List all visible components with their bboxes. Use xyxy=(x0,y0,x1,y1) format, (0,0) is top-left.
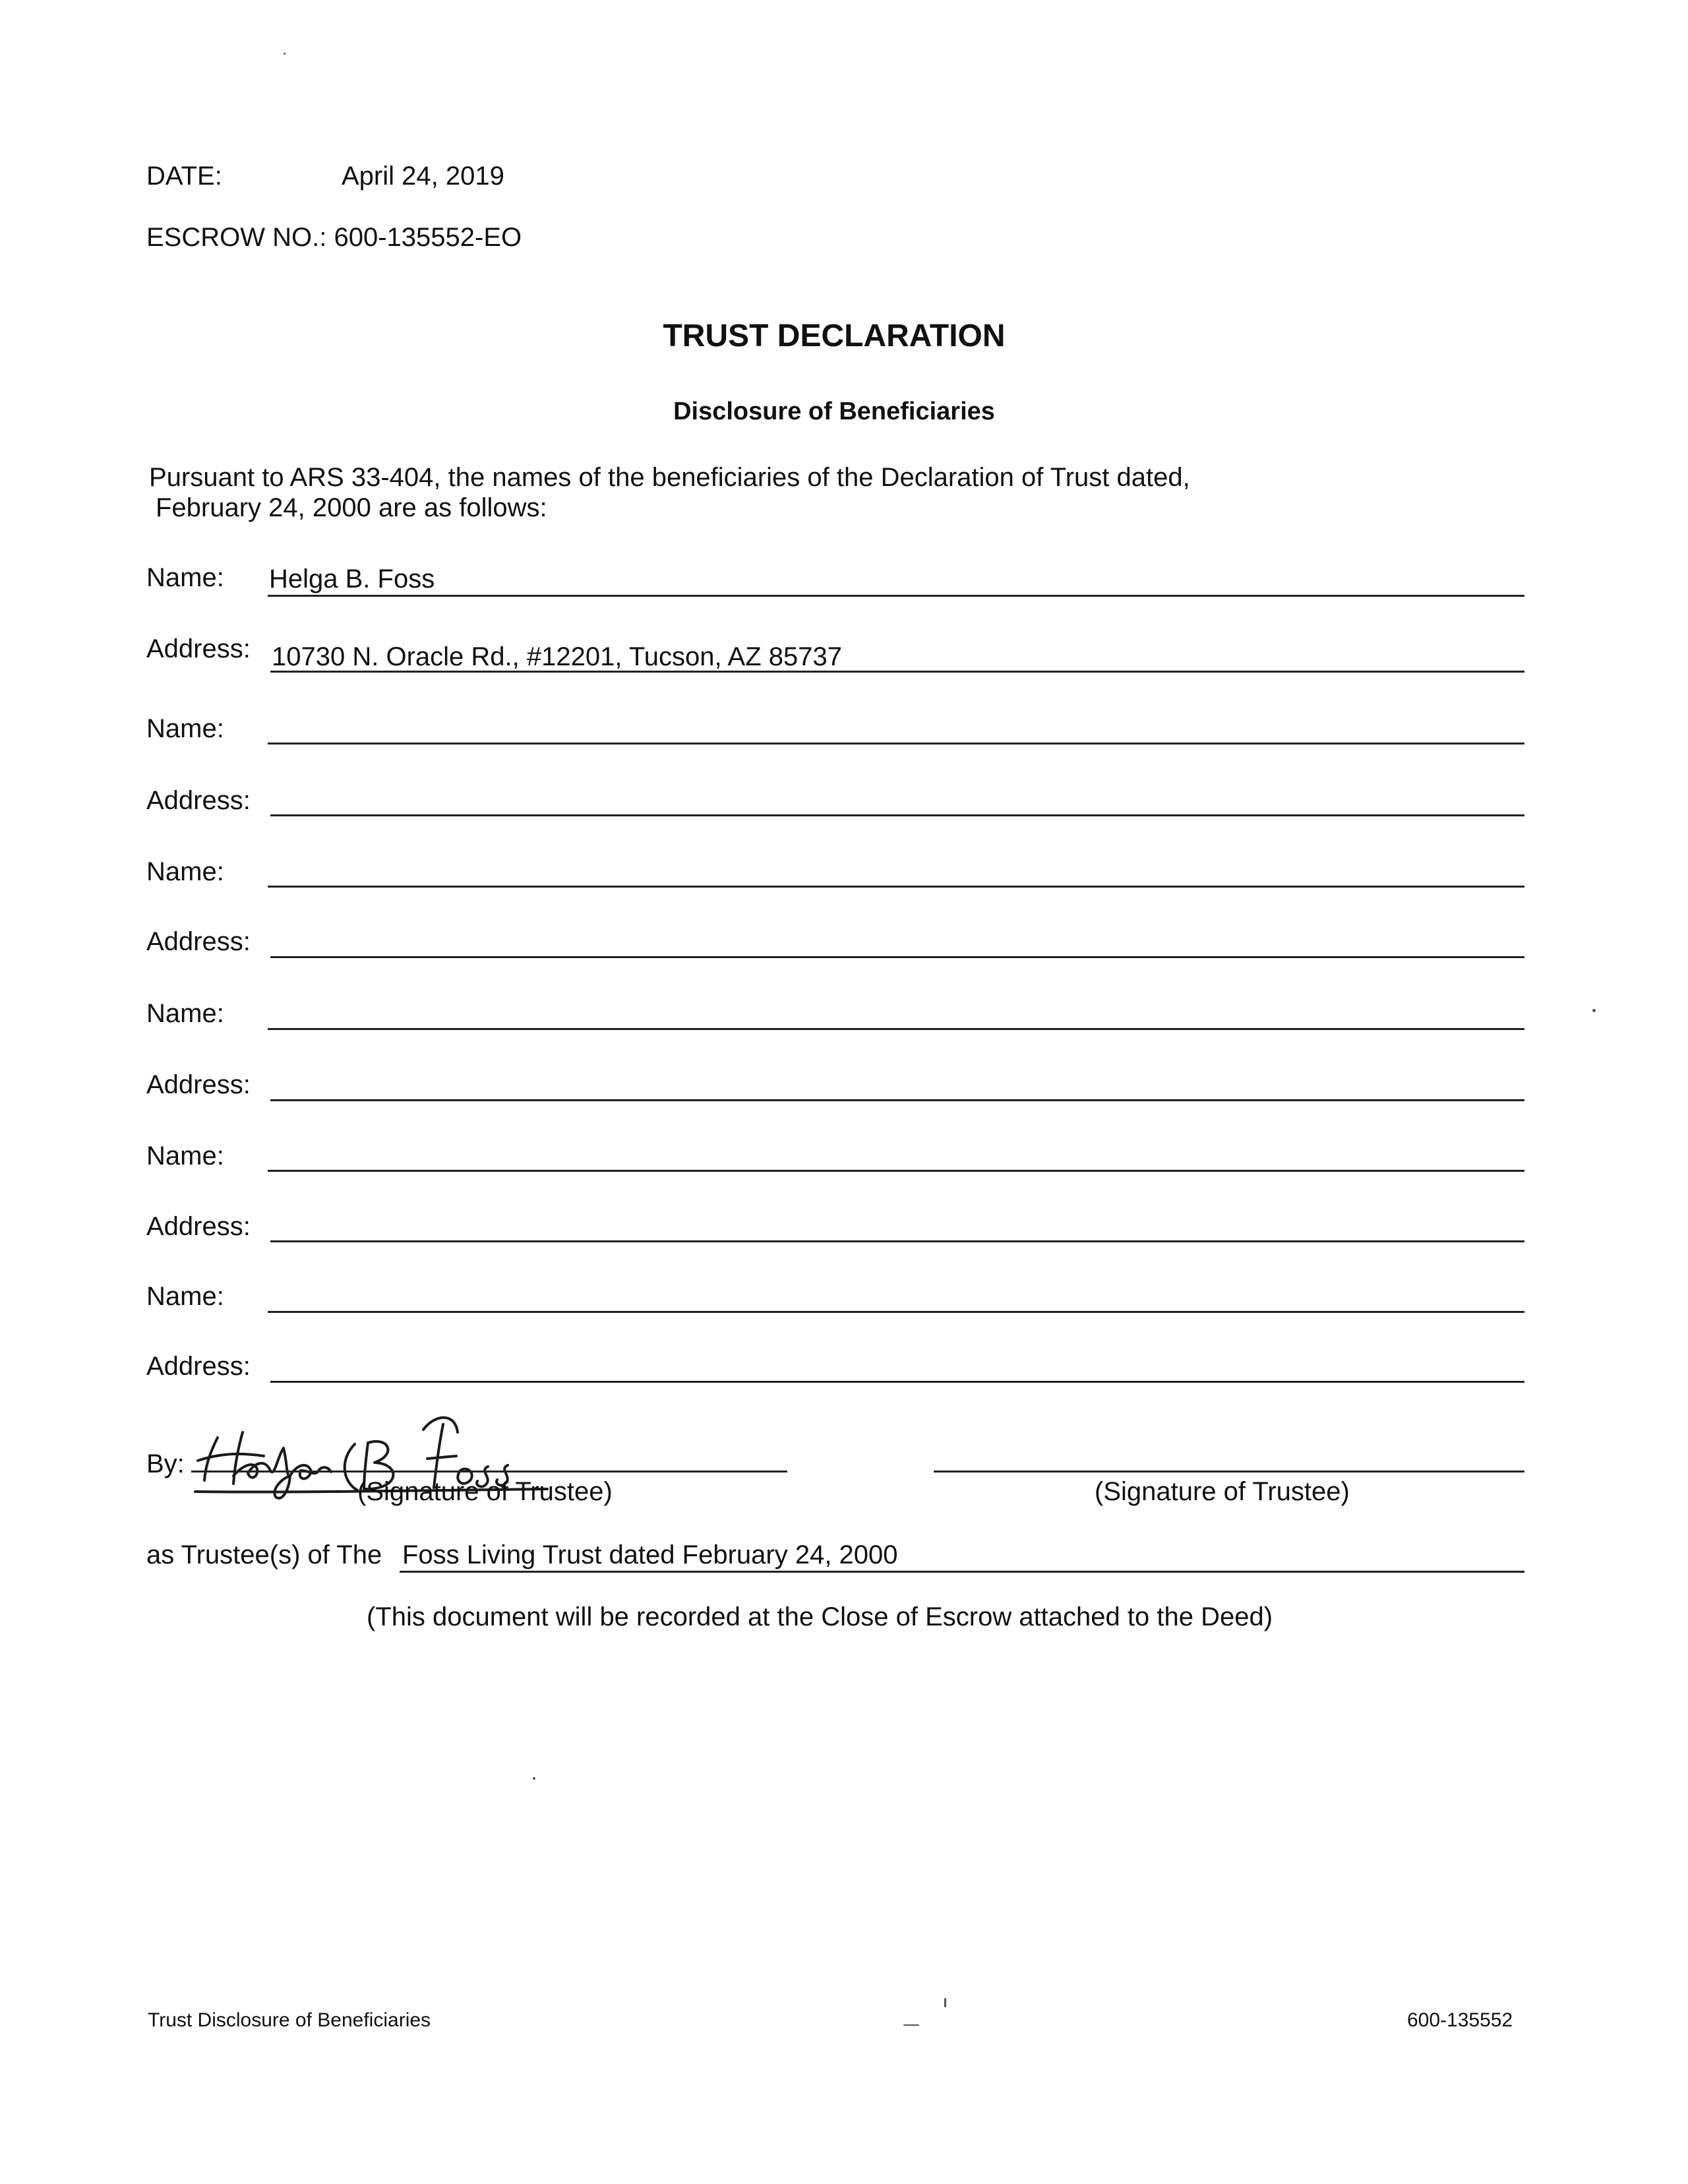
address-underline xyxy=(270,956,1524,958)
address-label: Address: xyxy=(146,927,251,956)
footer-left: Trust Disclosure of Beneficiaries xyxy=(148,2009,431,2031)
scan-speck xyxy=(903,2024,919,2026)
trust-name[interactable]: Foss Living Trust dated February 24, 2000 xyxy=(402,1540,898,1569)
address-underline xyxy=(270,814,1524,816)
escrow-number xyxy=(146,223,522,253)
intro-line-2: February 24, 2000 are as follows: xyxy=(156,493,547,522)
scan-speck xyxy=(944,1998,946,2007)
name-label: Name: xyxy=(146,857,224,886)
recording-note: (This document will be recorded at the Close of Escrow attached to the Deed) xyxy=(367,1602,1273,1631)
document-title: TRUST DECLARATION xyxy=(663,318,1006,353)
beneficiary-address[interactable]: 10730 N. Oracle Rd., #12201, Tucson, AZ 85737 xyxy=(272,642,842,671)
date-value: April 24, 2019 xyxy=(342,162,504,191)
trustee-signature-line-1 xyxy=(191,1471,787,1472)
scan-speck xyxy=(533,1777,535,1780)
trustee-caption-1: (Signature of Trustee) xyxy=(357,1477,613,1506)
escrow-label: ESCROW NO.: xyxy=(146,223,327,252)
date-label: DATE: xyxy=(146,162,222,191)
name-underline xyxy=(268,886,1524,888)
trustee-of-label: as Trustee(s) of The xyxy=(146,1540,382,1569)
footer-right: 600-135552 xyxy=(1407,2009,1513,2031)
address-label: Address: xyxy=(146,1070,251,1099)
address-label: Address: xyxy=(146,1212,251,1241)
name-underline xyxy=(268,595,1524,597)
trustee-signature-line-2 xyxy=(934,1471,1524,1472)
name-label: Name: xyxy=(146,999,224,1028)
name-label: Name: xyxy=(146,563,224,592)
address-underline xyxy=(270,1381,1524,1383)
address-label: Address: xyxy=(146,1352,251,1381)
escrow-value: 600-135552-EO xyxy=(334,223,522,252)
intro-line-1: Pursuant to ARS 33-404, the names of the beneficiaries of the Declaration of Trust dated, xyxy=(149,463,1190,492)
beneficiary-name[interactable]: Helga B. Foss xyxy=(269,564,435,593)
name-label: Name: xyxy=(146,1282,224,1311)
address-underline xyxy=(270,1240,1524,1242)
address-label: Address: xyxy=(146,786,251,815)
trust-name-underline xyxy=(400,1571,1524,1573)
address-label: Address: xyxy=(146,634,251,663)
address-underline xyxy=(270,671,1524,673)
name-underline xyxy=(268,1028,1524,1030)
document-subtitle: Disclosure of Beneficiaries xyxy=(673,398,995,425)
by-label: By: xyxy=(146,1449,185,1478)
name-label: Name: xyxy=(146,714,224,743)
name-underline xyxy=(268,743,1524,744)
name-label: Name: xyxy=(146,1141,224,1170)
scan-speck xyxy=(284,53,286,55)
address-underline xyxy=(270,1099,1524,1101)
scan-speck xyxy=(1592,1009,1596,1012)
name-underline xyxy=(268,1170,1524,1172)
name-underline xyxy=(268,1311,1524,1313)
trustee-caption-2: (Signature of Trustee) xyxy=(1095,1477,1350,1506)
